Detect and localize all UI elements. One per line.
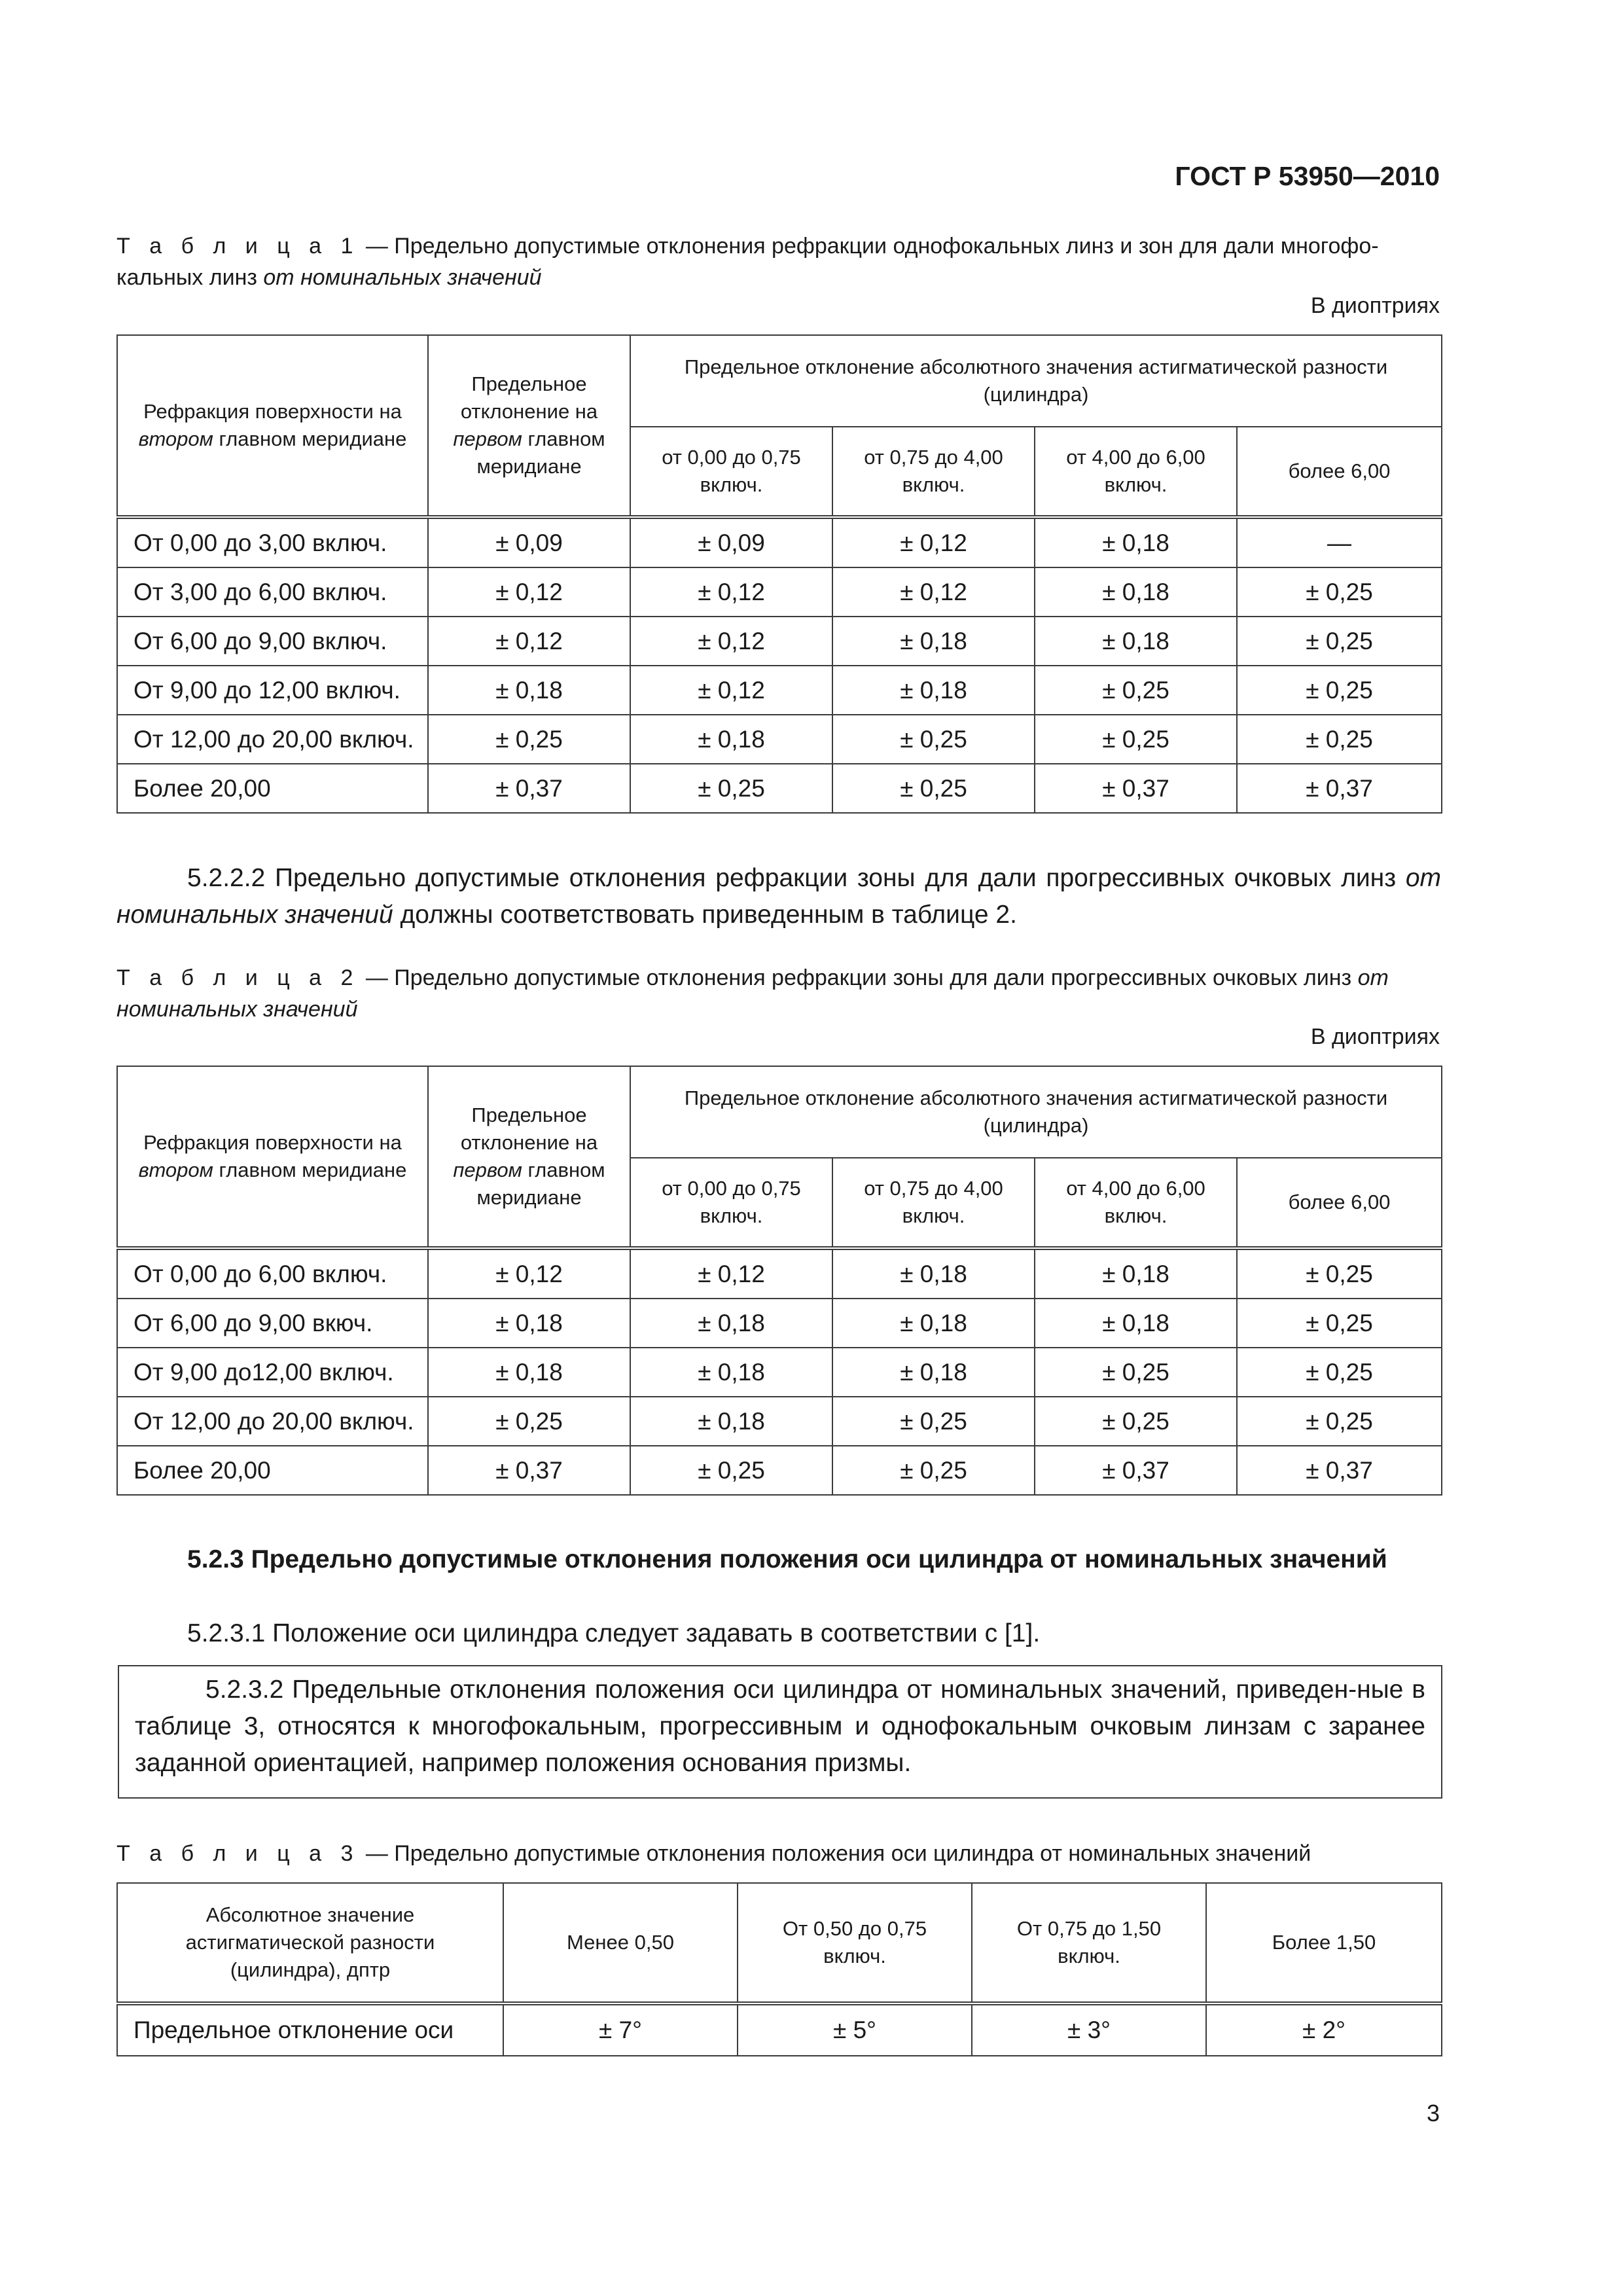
table-cell: ± 0,12 [428, 617, 630, 666]
table-cell: ± 0,12 [630, 567, 832, 617]
table-cell: ± 3° [972, 2003, 1206, 2056]
table-cell: ± 0,25 [1237, 617, 1442, 666]
table-cell: ± 0,37 [1237, 764, 1442, 813]
table-cell: ± 0,12 [832, 567, 1035, 617]
table-cell: ± 0,18 [832, 666, 1035, 715]
table2-header-first-meridian: Предельное отклонение на первом главном меридиане [428, 1066, 630, 1248]
table-cell: ± 0,12 [428, 567, 630, 617]
table2-caption-text: — Предельно допустимые отклонения рефракции зоны для дали прогрессивных очковых линз [359, 965, 1358, 990]
table3-caption-label: Т а б л и ц а 3 [116, 1841, 360, 1866]
table-cell: ± 0,18 [832, 1299, 1035, 1348]
table-row [117, 1248, 1442, 1299]
table3-header: Менее 0,50 [503, 1883, 738, 2003]
table-row [117, 2003, 1442, 2056]
table-cell: Предельное отклонение оси [117, 2003, 503, 2056]
table-cell: ± 0,25 [1237, 567, 1442, 617]
table-cell: ± 0,12 [630, 666, 832, 715]
table3-header: От 0,75 до 1,50 включ. [972, 1883, 1206, 2003]
table-cell: ± 0,25 [832, 1446, 1035, 1495]
table-cell: Более 20,00 [117, 764, 428, 813]
table2-caption-italic: от номинальных значений [116, 965, 1389, 1022]
table-cell: ± 0,25 [428, 715, 630, 764]
table2-subheader: более 6,00 [1237, 1158, 1442, 1248]
table-cell: ± 0,18 [1035, 517, 1237, 567]
table-cell: ± 0,18 [1035, 567, 1237, 617]
table-cell: ± 0,12 [630, 1248, 832, 1299]
table-cell: ± 0,18 [428, 1348, 630, 1397]
document-code: ГОСТ Р 53950—2010 [1175, 161, 1440, 191]
table-cell: ± 0,25 [1237, 1397, 1442, 1446]
paragraph-5-2-3-1: 5.2.3.1 Положение оси цилиндра следует задавать в соответствии с [1]. [187, 1619, 1041, 1647]
table-cell: ± 0,25 [1237, 1248, 1442, 1299]
table1-caption-italic: от номинальных значений [263, 265, 542, 290]
table2-subheader: от 0,00 до 0,75 включ. [630, 1158, 832, 1248]
table-row [117, 666, 1442, 715]
table1-subheader: от 0,00 до 0,75 включ. [630, 427, 832, 517]
table-cell: ± 0,18 [630, 1299, 832, 1348]
table-cell: ± 0,37 [1035, 1446, 1237, 1495]
table-cell: ± 0,09 [428, 517, 630, 567]
table-row [117, 1446, 1442, 1495]
table-row [117, 1299, 1442, 1348]
table-row [117, 1397, 1442, 1446]
table-cell: ± 5° [738, 2003, 972, 2056]
table-cell: ± 0,18 [1035, 1299, 1237, 1348]
table-cell: ± 0,25 [1237, 715, 1442, 764]
table1 [116, 334, 1442, 814]
table-cell: ± 0,25 [1035, 1348, 1237, 1397]
table-cell: От 9,00 до 12,00 включ. [117, 666, 428, 715]
table1-header-refraction: Рефракция поверхности на втором главном меридиане [117, 335, 428, 517]
table-cell: ± 0,18 [1035, 617, 1237, 666]
table-cell: ± 0,25 [832, 715, 1035, 764]
table1-caption [116, 230, 1441, 293]
table3-caption-text: — Предельно допустимые отклонения положения оси цилиндра от номинальных значений [359, 1841, 1311, 1866]
page-number: 3 [1426, 2100, 1440, 2126]
table-cell: ± 0,25 [1237, 1299, 1442, 1348]
table-cell: От 6,00 до 9,00 включ. [117, 617, 428, 666]
table2-header-group: Предельное отклонение абсолютного значения астигматической разности (цилиндра) [630, 1066, 1442, 1158]
table2-subheader: от 4,00 до 6,00 включ. [1035, 1158, 1237, 1248]
table-cell: ± 0,18 [428, 666, 630, 715]
table2-caption [116, 962, 1441, 1025]
table2-caption-label: Т а б л и ц а 2 [116, 965, 360, 990]
table-cell: ± 0,25 [630, 1446, 832, 1495]
table-cell: ± 0,12 [630, 617, 832, 666]
bordered-note-box [118, 1665, 1442, 1799]
paragraph-5-2-2-2: 5.2.2.2 Предельно допустимые отклонения рефракции зоны для дали прогрессивных очковых линз от номинальных значений должны соответствовать приведенным в таблице 2. [116, 864, 1441, 929]
table-row [117, 1348, 1442, 1397]
table-cell: ± 0,37 [428, 1446, 630, 1495]
table1-subheader: от 4,00 до 6,00 включ. [1035, 427, 1237, 517]
table-cell: ± 0,18 [832, 1348, 1035, 1397]
table-cell: ± 0,37 [428, 764, 630, 813]
table-cell: ± 7° [503, 2003, 738, 2056]
table-cell: От 12,00 до 20,00 включ. [117, 1397, 428, 1446]
table-cell: ± 0,12 [428, 1248, 630, 1299]
table-cell: ± 0,18 [832, 1248, 1035, 1299]
table-row [117, 715, 1442, 764]
table1-header-first-meridian: Предельное отклонение на первом главном меридиане [428, 335, 630, 517]
table-row [117, 764, 1442, 813]
table1-caption-label: Т а б л и ц а 1 [116, 234, 360, 259]
table-cell: От 0,00 до 6,00 включ. [117, 1248, 428, 1299]
table-cell: ± 0,25 [1035, 715, 1237, 764]
table-row [117, 617, 1442, 666]
table-cell: ± 0,18 [832, 617, 1035, 666]
table-cell: От 9,00 до12,00 включ. [117, 1348, 428, 1397]
table2-subheader: от 0,75 до 4,00 включ. [832, 1158, 1035, 1248]
table2-unit: В диоптриях [1310, 1024, 1440, 1049]
table-cell: ± 0,12 [832, 517, 1035, 567]
table-cell: Более 20,00 [117, 1446, 428, 1495]
table-cell: От 12,00 до 20,00 включ. [117, 715, 428, 764]
table1-caption-text: — Предельно допустимые отклонения рефракции однофокальных линз и зон для дали многофо-кальных линз [116, 234, 1379, 290]
table-cell: ± 0,25 [1035, 666, 1237, 715]
table1-subheader: от 0,75 до 4,00 включ. [832, 427, 1035, 517]
table-cell: ± 0,18 [428, 1299, 630, 1348]
table1-header-group: Предельное отклонение абсолютного значения астигматической разности (цилиндра) [630, 335, 1442, 427]
table-cell: ± 0,25 [832, 764, 1035, 813]
table-row [117, 517, 1442, 567]
table-row [117, 567, 1442, 617]
table-cell: От 3,00 до 6,00 включ. [117, 567, 428, 617]
table-cell: ± 0,25 [832, 1397, 1035, 1446]
table-cell: ± 0,18 [630, 1397, 832, 1446]
table-cell: ± 0,18 [1035, 1248, 1237, 1299]
table2 [116, 1066, 1442, 1496]
table3-header: Более 1,50 [1206, 1883, 1442, 2003]
table-cell: ± 0,37 [1237, 1446, 1442, 1495]
table-cell: ± 2° [1206, 2003, 1442, 2056]
table1-subheader: более 6,00 [1237, 427, 1442, 517]
table-cell: ± 0,37 [1035, 764, 1237, 813]
paragraph-5-2-3-2: 5.2.3.2 Предельные отклонения положения оси цилиндра от номинальных значений, приведен-ные в таблице 3, относятся к многофокальным, прогрессивным и однофокальным очковым линзам с заранее заданной ориентацией, например положения основания призмы. [135, 1676, 1425, 1777]
table-cell: ± 0,25 [1237, 666, 1442, 715]
table-cell: ± 0,25 [428, 1397, 630, 1446]
table-cell: От 6,00 до 9,00 вкюч. [117, 1299, 428, 1348]
table3-caption [116, 1838, 1441, 1869]
table-cell: ± 0,25 [630, 764, 832, 813]
table-cell: ± 0,25 [1237, 1348, 1442, 1397]
table1-unit: В диоптриях [1310, 293, 1440, 318]
table3-header: Абсолютное значение астигматической разности (цилиндра), дптр [117, 1883, 503, 2003]
table-cell: ± 0,09 [630, 517, 832, 567]
table-cell: От 0,00 до 3,00 включ. [117, 517, 428, 567]
table-cell: ± 0,25 [1035, 1397, 1237, 1446]
table2-header-refraction: Рефракция поверхности на втором главном меридиане [117, 1066, 428, 1248]
table-cell: ± 0,18 [630, 1348, 832, 1397]
table3-header: От 0,50 до 0,75 включ. [738, 1883, 972, 2003]
table3 [116, 1882, 1442, 2056]
table-cell: ± 0,18 [630, 715, 832, 764]
section-5-2-3-heading: 5.2.3 Предельно допустимые отклонения положения оси цилиндра от номинальных значений [187, 1545, 1387, 1573]
table-cell: — [1237, 517, 1442, 567]
